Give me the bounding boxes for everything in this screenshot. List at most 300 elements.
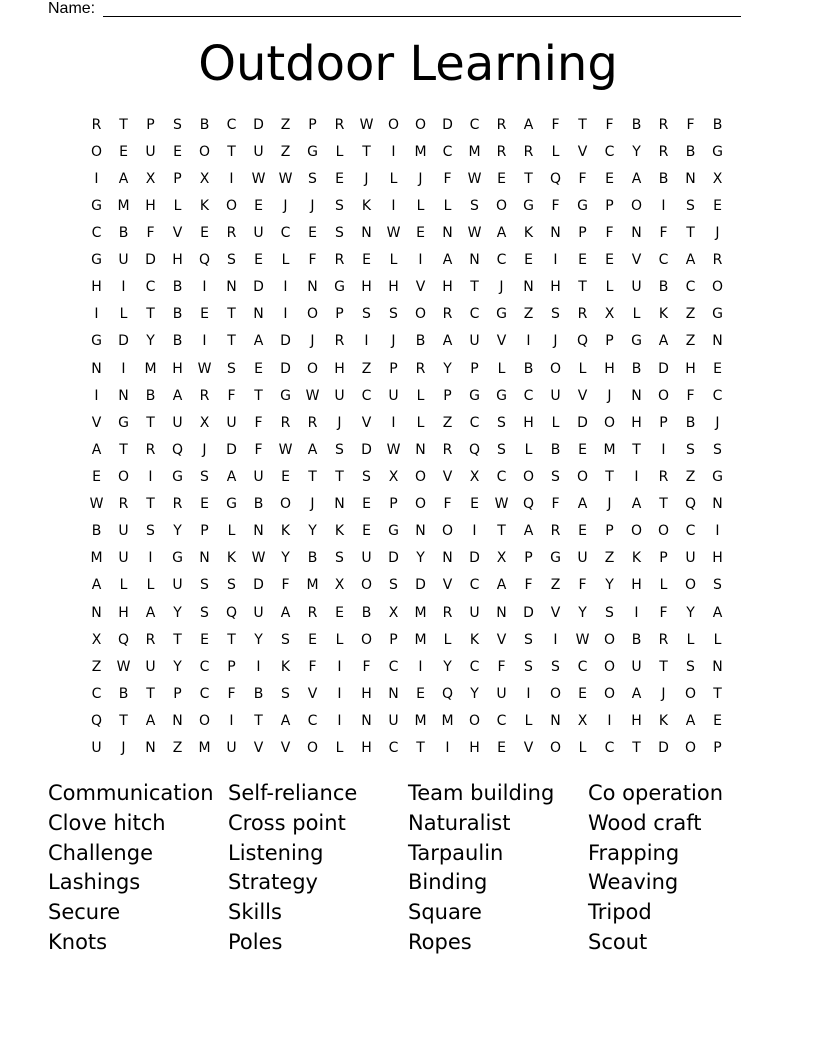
grid-letter: A [685, 252, 696, 269]
grid-letter: B [91, 523, 102, 540]
grid-letter: N [496, 604, 507, 621]
grid-letter: B [172, 333, 183, 350]
grid-letter: E [335, 170, 344, 187]
grid-letter: U [631, 658, 642, 675]
grid-letter: U [118, 523, 129, 540]
grid-letter: B [631, 116, 642, 133]
grid-letter: P [524, 550, 533, 567]
grid-letter: L [227, 523, 236, 540]
grid-letter: M [414, 712, 427, 729]
grid-letter: T [173, 631, 182, 648]
grid-letter: G [307, 143, 318, 160]
word-item: Strategy [228, 870, 318, 895]
grid-letter: B [415, 333, 426, 350]
grid-letter: C [496, 468, 507, 485]
grid-letter: B [712, 116, 723, 133]
grid-letter: R [226, 224, 237, 241]
grid-letter: R [307, 604, 318, 621]
grid-letter: X [91, 631, 102, 648]
grid-letter: H [631, 414, 642, 431]
grid-letter: G [334, 279, 345, 296]
grid-letter: R [172, 496, 183, 513]
grid-letter: C [685, 279, 696, 296]
grid-letter: A [253, 333, 264, 350]
grid-letter: V [361, 414, 372, 431]
grid-letter: A [496, 224, 507, 241]
grid-letter: R [334, 116, 345, 133]
grid-letter: B [658, 279, 669, 296]
grid-letter: I [121, 360, 126, 377]
grid-letter: L [443, 197, 452, 214]
grid-letter: R [496, 116, 507, 133]
grid-letter: A [658, 333, 669, 350]
grid-letter: A [118, 170, 129, 187]
grid-letter: A [226, 468, 237, 485]
grid-letter: V [631, 252, 642, 269]
grid-letter: Y [173, 523, 182, 540]
grid-letter: E [497, 740, 506, 757]
grid-letter: P [578, 224, 587, 241]
grid-letter: E [362, 496, 371, 513]
grid-letter: T [308, 468, 317, 485]
grid-letter: Q [171, 441, 184, 458]
grid-letter: W [386, 224, 401, 241]
grid-letter: P [146, 116, 155, 133]
grid-letter: L [335, 143, 344, 160]
grid-letter: S [362, 306, 371, 323]
grid-letter: D [118, 333, 129, 350]
grid-letter: Z [172, 740, 183, 757]
grid-letter: S [497, 441, 506, 458]
grid-letter: E [200, 224, 209, 241]
grid-letter: E [578, 252, 587, 269]
grid-letter: U [253, 468, 264, 485]
grid-letter: E [254, 252, 263, 269]
grid-letter: J [715, 414, 720, 431]
word-item: Poles [228, 929, 283, 954]
grid-letter: I [553, 631, 558, 648]
grid-letter: H [469, 740, 480, 757]
grid-letter: T [497, 523, 506, 540]
grid-letter: A [523, 523, 534, 540]
grid-letter: N [307, 279, 318, 296]
grid-letter: V [550, 604, 561, 621]
grid-letter: I [634, 468, 639, 485]
grid-letter: C [226, 116, 237, 133]
grid-letter: O [549, 360, 562, 377]
grid-letter: S [281, 631, 290, 648]
grid-letter: O [630, 197, 643, 214]
word-item: Co operation [588, 781, 724, 805]
grid-letter: X [469, 468, 480, 485]
grid-letter: V [172, 224, 183, 241]
grid-letter: G [469, 387, 480, 404]
grid-letter: E [173, 143, 182, 160]
grid-letter: H [361, 685, 372, 702]
grid-letter: A [442, 333, 453, 350]
grid-letter: D [388, 550, 399, 567]
word-item: Skills [228, 900, 282, 925]
grid-letter: W [359, 116, 374, 133]
grid-letter: R [145, 631, 156, 648]
grid-letter: F [308, 658, 317, 675]
grid-letter: Z [685, 306, 696, 323]
grid-letter: X [199, 170, 210, 187]
grid-letter: A [631, 496, 642, 513]
grid-letter: X [604, 306, 615, 323]
grid-letter: I [391, 414, 396, 431]
grid-letter: N [415, 523, 426, 540]
grid-letter: N [361, 224, 372, 241]
grid-letter: Z [442, 414, 453, 431]
grid-letter: A [280, 712, 291, 729]
grid-letter: P [389, 631, 398, 648]
grid-letter: J [715, 224, 720, 241]
grid-letter: G [523, 197, 534, 214]
grid-letter: T [524, 170, 533, 187]
word-item: Binding [408, 870, 488, 895]
grid-letter: O [522, 468, 535, 485]
grid-letter: W [251, 550, 266, 567]
name-field [48, 0, 748, 18]
grid-letter: I [283, 279, 288, 296]
grid-letter: D [469, 550, 480, 567]
grid-letter: L [659, 577, 668, 594]
grid-letter: N [712, 658, 723, 675]
grid-letter: K [280, 658, 291, 675]
grid-letter: T [119, 441, 128, 458]
grid-letter: F [686, 387, 695, 404]
grid-letter: B [199, 116, 210, 133]
grid-letter: T [686, 224, 695, 241]
grid-letter: K [199, 197, 210, 214]
grid-letter: N [631, 224, 642, 241]
grid-letter: C [523, 387, 534, 404]
grid-letter: I [121, 279, 126, 296]
grid-letter: D [577, 414, 588, 431]
grid-letter: S [335, 441, 344, 458]
grid-letter: T [254, 387, 263, 404]
grid-letter: V [496, 333, 507, 350]
grid-letter: B [523, 360, 534, 377]
grid-letter: A [577, 496, 588, 513]
grid-letter: R [658, 631, 669, 648]
grid-letter: U [469, 604, 480, 621]
grid-letter: P [200, 523, 209, 540]
grid-letter: L [551, 414, 560, 431]
grid-letter: B [685, 143, 696, 160]
grid-letter: P [659, 414, 668, 431]
grid-letter: W [467, 224, 482, 241]
grid-letter: G [712, 143, 723, 160]
grid-letter: G [388, 523, 399, 540]
grid-letter: B [550, 441, 561, 458]
grid-letter: E [713, 360, 722, 377]
grid-letter: C [361, 387, 372, 404]
grid-letter: F [254, 414, 263, 431]
grid-letter: K [469, 631, 480, 648]
grid-letter: D [658, 740, 669, 757]
grid-letter: U [172, 577, 183, 594]
grid-letter: A [172, 387, 183, 404]
word-item: Scout [588, 929, 648, 954]
grid-letter: R [280, 414, 291, 431]
grid-letter: O [657, 523, 670, 540]
grid-letter: B [118, 685, 129, 702]
grid-letter: E [578, 441, 587, 458]
grid-letter: I [148, 550, 153, 567]
word-list [48, 779, 788, 958]
grid-letter: F [443, 170, 452, 187]
grid-letter: S [686, 441, 695, 458]
grid-letter: C [577, 658, 588, 675]
grid-letter: C [91, 685, 102, 702]
grid-letter: Q [684, 496, 697, 513]
grid-letter: W [278, 441, 293, 458]
grid-letter: P [389, 360, 398, 377]
grid-letter: N [91, 604, 102, 621]
grid-letter: O [441, 523, 454, 540]
grid-letter: T [227, 631, 236, 648]
grid-letter: J [283, 197, 288, 214]
grid-letter: G [118, 414, 129, 431]
grid-letter: J [553, 333, 558, 350]
grid-letter: V [253, 740, 264, 757]
grid-letter: H [91, 279, 102, 296]
grid-letter: C [658, 252, 669, 269]
grid-letter: A [145, 604, 156, 621]
grid-letter: U [496, 685, 507, 702]
grid-letter: N [253, 523, 264, 540]
grid-letter: R [523, 143, 534, 160]
grid-letter: T [362, 143, 371, 160]
grid-letter: N [442, 550, 453, 567]
grid-letter: A [631, 685, 642, 702]
grid-letter: O [90, 143, 103, 160]
grid-letter: Y [470, 685, 479, 702]
grid-letter: N [469, 252, 480, 269]
grid-letter: I [202, 333, 207, 350]
grid-letter: K [631, 550, 642, 567]
grid-letter: V [442, 468, 453, 485]
grid-letter: S [200, 604, 209, 621]
grid-letter: O [414, 468, 427, 485]
grid-letter: B [145, 387, 156, 404]
grid-letter: U [388, 387, 399, 404]
grid-letter: O [603, 414, 616, 431]
grid-letter: R [334, 252, 345, 269]
grid-letter: A [145, 712, 156, 729]
grid-letter: Q [441, 685, 454, 702]
word-item: Listening [228, 840, 324, 865]
grid-letter: Z [280, 143, 291, 160]
grid-letter: S [200, 468, 209, 485]
grid-letter: P [227, 658, 236, 675]
grid-letter: T [335, 468, 344, 485]
grid-letter: B [685, 414, 696, 431]
grid-letter: Q [576, 333, 589, 350]
grid-letter: U [550, 387, 561, 404]
grid-letter: A [91, 441, 102, 458]
grid-letter: I [472, 523, 477, 540]
grid-letter: A [307, 441, 318, 458]
grid-letter: I [418, 252, 423, 269]
grid-letter: O [225, 197, 238, 214]
grid-letter: N [631, 387, 642, 404]
grid-letter: S [524, 631, 533, 648]
grid-letter: F [308, 252, 317, 269]
grid-letter: G [91, 197, 102, 214]
grid-letter: U [388, 712, 399, 729]
grid-letter: L [335, 740, 344, 757]
grid-letter: G [91, 252, 102, 269]
grid-letter: C [496, 712, 507, 729]
grid-letter: M [117, 197, 130, 214]
grid-letter: C [469, 658, 480, 675]
grid-letter: G [550, 550, 561, 567]
grid-letter: L [119, 306, 128, 323]
grid-letter: G [496, 306, 507, 323]
grid-letter: S [470, 197, 479, 214]
grid-letter: H [631, 577, 642, 594]
grid-letter: R [199, 387, 210, 404]
grid-letter: Y [443, 658, 452, 675]
grid-letter: J [499, 279, 504, 296]
grid-letter: P [389, 496, 398, 513]
grid-letter: I [148, 468, 153, 485]
grid-letter: S [227, 360, 236, 377]
grid-letter: D [253, 116, 264, 133]
grid-letter: S [200, 577, 209, 594]
letter-grid [83, 111, 731, 762]
grid-letter: C [145, 279, 156, 296]
grid-letter: U [253, 143, 264, 160]
grid-letter: U [469, 333, 480, 350]
grid-letter: N [253, 306, 264, 323]
grid-letter: L [578, 360, 587, 377]
grid-letter: Y [146, 333, 155, 350]
grid-letter: T [605, 468, 614, 485]
grid-letter: R [91, 116, 102, 133]
grid-letter: N [226, 279, 237, 296]
grid-letter: S [335, 224, 344, 241]
grid-letter: T [227, 143, 236, 160]
grid-letter: C [388, 658, 399, 675]
grid-letter: J [310, 496, 315, 513]
grid-letter: P [443, 387, 452, 404]
grid-letter: P [713, 740, 722, 757]
grid-letter: I [202, 279, 207, 296]
grid-letter: L [389, 252, 398, 269]
grid-letter: N [388, 685, 399, 702]
grid-letter: Q [225, 604, 238, 621]
grid-letter: A [712, 604, 723, 621]
grid-letter: J [337, 414, 342, 431]
grid-letter: L [632, 306, 641, 323]
grid-letter: O [684, 685, 697, 702]
word-item: Self-reliance [228, 781, 358, 805]
grid-letter: A [523, 116, 534, 133]
grid-letter: K [658, 306, 669, 323]
grid-letter: I [526, 685, 531, 702]
grid-letter: L [146, 577, 155, 594]
grid-letter: I [364, 333, 369, 350]
grid-letter: A [442, 252, 453, 269]
grid-letter: M [90, 550, 103, 567]
grid-letter: K [280, 523, 291, 540]
grid-letter: I [418, 658, 423, 675]
grid-letter: O [360, 577, 373, 594]
grid-letter: L [713, 631, 722, 648]
grid-letter: L [686, 631, 695, 648]
grid-letter: U [145, 658, 156, 675]
grid-letter: G [280, 387, 291, 404]
grid-letter: D [280, 360, 291, 377]
grid-letter: G [712, 468, 723, 485]
grid-letter: N [415, 441, 426, 458]
grid-letter: C [469, 577, 480, 594]
grid-letter: F [227, 387, 236, 404]
grid-letter: Y [173, 658, 182, 675]
grid-letter: H [172, 360, 183, 377]
grid-letter: T [146, 496, 155, 513]
grid-letter: O [630, 523, 643, 540]
grid-letter: D [280, 333, 291, 350]
grid-letter: O [468, 712, 481, 729]
grid-letter: J [607, 496, 612, 513]
grid-letter: W [116, 658, 131, 675]
grid-letter: I [391, 197, 396, 214]
grid-letter: T [146, 306, 155, 323]
word-item: Weaving [588, 870, 679, 895]
grid-letter: K [361, 197, 372, 214]
grid-letter: X [712, 170, 723, 187]
grid-letter: W [386, 441, 401, 458]
word-item: Challenge [48, 840, 153, 865]
grid-letter: E [281, 468, 290, 485]
grid-letter: G [577, 197, 588, 214]
grid-letter: D [361, 441, 372, 458]
grid-letter: L [551, 143, 560, 160]
grid-letter: N [550, 712, 561, 729]
grid-letter: H [388, 279, 399, 296]
grid-letter: Z [685, 468, 696, 485]
grid-letter: T [254, 712, 263, 729]
grid-letter: F [146, 224, 155, 241]
grid-letter: J [202, 441, 207, 458]
grid-letter: C [685, 523, 696, 540]
grid-letter: M [441, 712, 454, 729]
grid-letter: I [94, 387, 99, 404]
grid-letter: U [253, 224, 264, 241]
grid-letter: S [281, 685, 290, 702]
grid-letter: J [310, 333, 315, 350]
grid-letter: C [496, 252, 507, 269]
grid-letter: Y [605, 577, 614, 594]
grid-letter: I [445, 740, 450, 757]
grid-letter: V [307, 685, 318, 702]
grid-letter: E [308, 224, 317, 241]
grid-letter: J [364, 170, 369, 187]
grid-letter: S [389, 577, 398, 594]
grid-letter: E [362, 252, 371, 269]
grid-letter: T [119, 712, 128, 729]
grid-letter: L [524, 712, 533, 729]
grid-letter: H [172, 252, 183, 269]
grid-letter: Q [117, 631, 130, 648]
grid-letter: N [712, 333, 723, 350]
grid-letter: C [469, 116, 480, 133]
